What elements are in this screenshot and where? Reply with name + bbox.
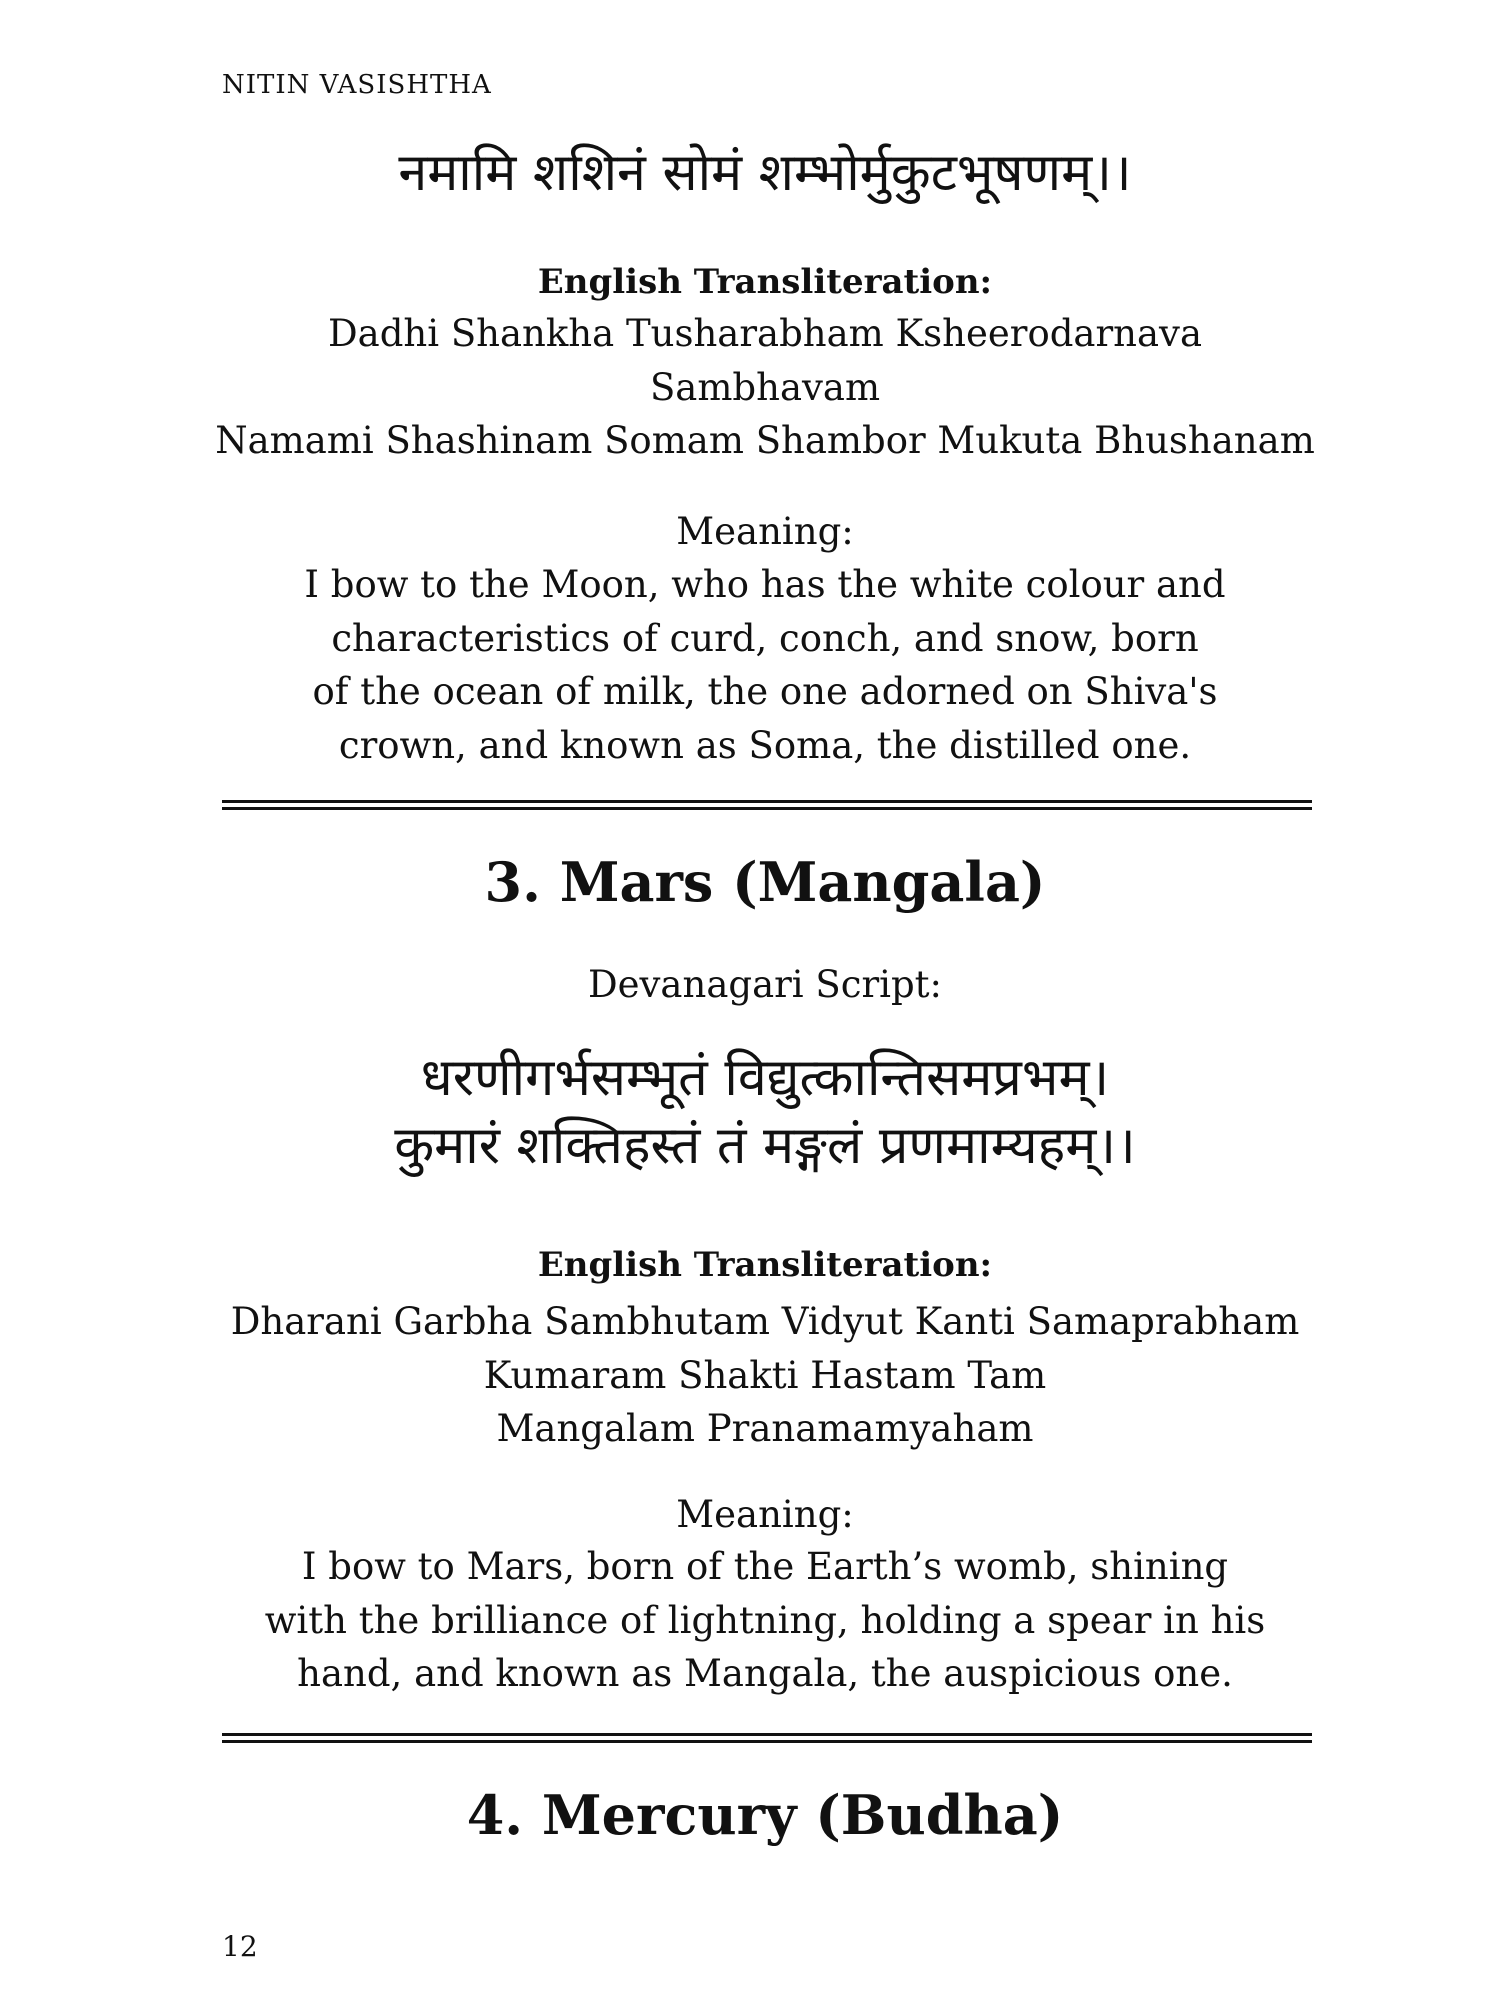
moon-meaning-line: characteristics of curd, conch, and snow, born <box>331 616 1199 660</box>
mercury-section-title: 4. Mercury (Budha) <box>466 1783 1064 1847</box>
mars-devanagari <box>150 1045 1380 1180</box>
mars-transliteration-line: Kumaram Shakti Hastam Tam <box>483 1353 1047 1397</box>
mars-meaning-line: I bow to Mars, born of the Earth’s womb, shining <box>301 1545 1229 1588</box>
section-divider <box>222 800 1312 810</box>
mars-devanagari-line: धरणीगर्भसम्भूतं विद्युत्कान्तिसमप्रभम्। <box>420 1048 1110 1108</box>
moon-meaning <box>150 558 1380 773</box>
moon-transliteration-line: Namami Shashinam Somam Shambor Mukuta Bhushanam <box>215 419 1315 463</box>
moon-transliteration <box>150 307 1380 468</box>
mars-section-title: 3. Mars (Mangala) <box>484 850 1046 914</box>
mars-meaning <box>150 1540 1380 1701</box>
mars-meaning-line: with the brilliance of lightning, holding a spear in his <box>264 1598 1266 1642</box>
moon-transliteration-line: Dadhi Shankha Tusharabham Ksheerodarnava <box>327 312 1203 355</box>
mars-transliteration-heading: English Transliteration: <box>537 1245 993 1285</box>
moon-meaning-line: of the ocean of milk, the one adorned on Shiva's <box>312 670 1218 714</box>
running-head: NITIN VASISHTHA <box>222 70 492 100</box>
moon-transliteration-heading: English Transliteration: <box>537 262 993 302</box>
moon-meaning-line: I bow to the Moon, who has the white colour and <box>304 563 1226 606</box>
mars-meaning-heading: Meaning: <box>676 1493 854 1536</box>
mars-script-label: Devanagari Script: <box>587 963 943 1006</box>
moon-devanagari-line: नमामि शशिनं सोमं शम्भोर्मुकुटभूषणम्।। <box>398 143 1132 203</box>
mars-meaning-line: hand, and known as Mangala, the auspicious one. <box>297 1652 1233 1696</box>
page-number: 12 <box>222 1930 258 1963</box>
mars-transliteration-line: Dharani Garbha Sambhutam Vidyut Kanti Samaprabham <box>230 1300 1300 1343</box>
section-divider <box>222 1733 1312 1743</box>
moon-meaning-line: crown, and known as Soma, the distilled one. <box>338 723 1192 767</box>
moon-transliteration-line: Sambhavam <box>649 365 881 409</box>
mars-transliteration-line: Mangalam Pranamamyaham <box>496 1407 1034 1451</box>
moon-meaning-heading: Meaning: <box>676 510 854 553</box>
mars-devanagari-line: कुमारं शक्तिहस्तं तं मङ्गलं प्रणमाम्यहम्।। <box>394 1115 1136 1176</box>
mars-transliteration <box>150 1295 1380 1456</box>
